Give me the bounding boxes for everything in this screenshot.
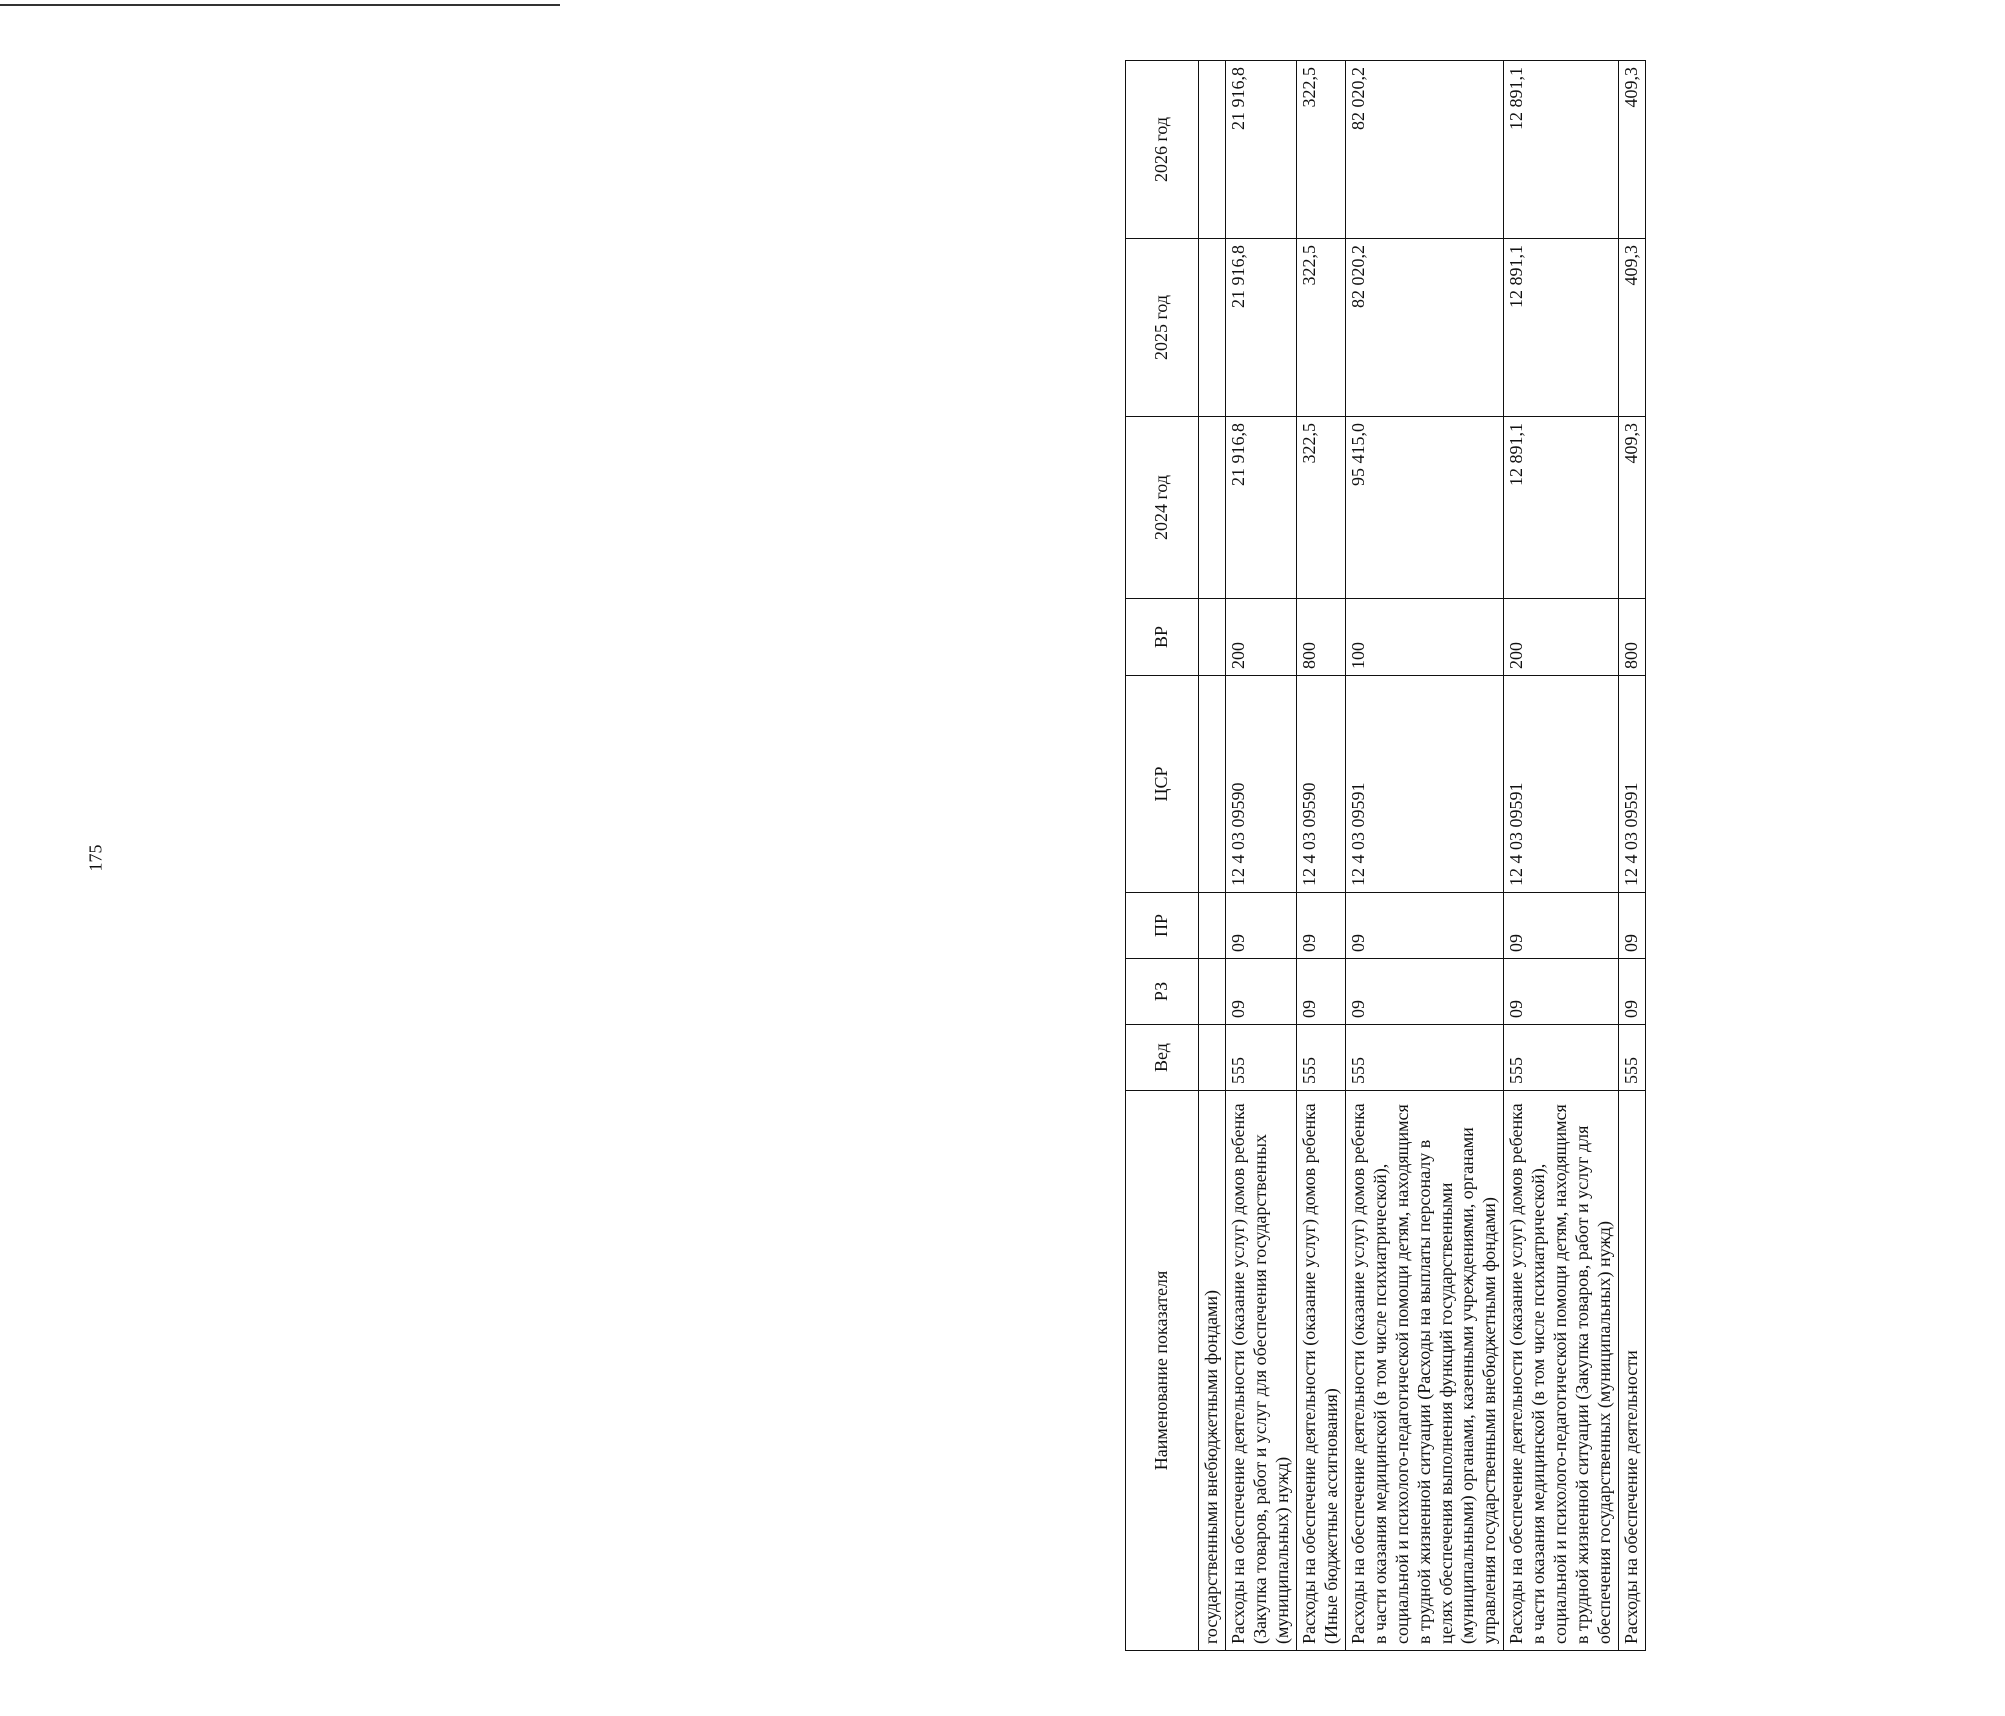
table-row (1619, 61, 1646, 1651)
row-2024: 12 891,1 (1504, 417, 1619, 599)
row-vr: 800 (1296, 599, 1345, 676)
rotated-table-container (1125, 61, 2005, 1651)
row-csr: 12 4 03 09590 (1296, 676, 1345, 893)
row-2024: 322,5 (1296, 417, 1345, 599)
row-2026 (1199, 61, 1226, 239)
table-row (1345, 61, 1504, 1651)
row-2024: 95 415,0 (1345, 417, 1504, 599)
table-row (1504, 61, 1619, 1651)
row-2024: 21 916,8 (1225, 417, 1296, 599)
row-ved (1199, 1025, 1226, 1091)
row-2026: 21 916,8 (1225, 61, 1296, 239)
header-rz: РЗ (1126, 959, 1199, 1025)
row-vr: 100 (1345, 599, 1504, 676)
row-2025: 12 891,1 (1504, 239, 1619, 417)
row-csr: 12 4 03 09590 (1225, 676, 1296, 893)
row-vr: 200 (1225, 599, 1296, 676)
row-csr (1199, 676, 1226, 893)
row-ved: 555 (1345, 1025, 1504, 1091)
row-rz: 09 (1296, 959, 1345, 1025)
row-pr: 09 (1296, 893, 1345, 959)
header-ved: Вед (1126, 1025, 1199, 1091)
row-2026: 82 020,2 (1345, 61, 1504, 239)
row-rz: 09 (1504, 959, 1619, 1025)
budget-table (1125, 60, 1646, 1651)
row-pr: 09 (1619, 893, 1646, 959)
row-vr: 800 (1619, 599, 1646, 676)
row-name: Расходы на обеспечение деятельности (оказание услуг) домов ребенка (Закупка товаров, работ и услуг для обеспечения государственных (муниципальных) нужд) (1225, 1091, 1296, 1651)
table-header-row (1126, 61, 1199, 1651)
row-rz (1199, 959, 1226, 1025)
row-2025: 82 020,2 (1345, 239, 1504, 417)
row-vr: 200 (1504, 599, 1619, 676)
row-rz: 09 (1345, 959, 1504, 1025)
row-vr (1199, 599, 1226, 676)
row-2026: 12 891,1 (1504, 61, 1619, 239)
header-name: Наименование показателя (1126, 1091, 1199, 1651)
row-pr: 09 (1345, 893, 1504, 959)
row-name: Расходы на обеспечение деятельности (оказание услуг) домов ребенка в части оказания медицинской (в том числе психиатрической), социальной и психолого-педагогической помощи детям, находящимся в трудной жизненной ситуации (Закупка товаров, работ и услуг для обеспечения государственных (муниципальных) нужд) (1504, 1091, 1619, 1651)
table-row (1296, 61, 1345, 1651)
row-2025: 21 916,8 (1225, 239, 1296, 417)
scan-edge-line (0, 4, 560, 6)
header-2026: 2026 год (1126, 61, 1199, 239)
row-pr: 09 (1225, 893, 1296, 959)
table-row (1199, 61, 1226, 1651)
row-2025: 409,3 (1619, 239, 1646, 417)
header-csr: ЦСР (1126, 676, 1199, 893)
row-pr (1199, 893, 1226, 959)
row-rz: 09 (1225, 959, 1296, 1025)
row-ved: 555 (1504, 1025, 1619, 1091)
row-name: Расходы на обеспечение деятельности (1619, 1091, 1646, 1651)
row-2025: 322,5 (1296, 239, 1345, 417)
row-csr: 12 4 03 09591 (1504, 676, 1619, 893)
row-csr: 12 4 03 09591 (1345, 676, 1504, 893)
row-name: Расходы на обеспечение деятельности (оказание услуг) домов ребенка в части оказания медицинской (в том числе психиатрической), социальной и психолого-педагогической помощи детям, находящимся в трудной жизненной ситуации (Расходы на выплаты персоналу в целях обеспечения выполнения функций государственными (муниципальными) органами, казенными учреждениями, органами управления государственными внебюджетными фондами) (1345, 1091, 1504, 1651)
row-csr: 12 4 03 09591 (1619, 676, 1646, 893)
row-2026: 322,5 (1296, 61, 1345, 239)
row-ved: 555 (1619, 1025, 1646, 1091)
row-2024: 409,3 (1619, 417, 1646, 599)
page-number: 175 (85, 844, 106, 872)
header-2025: 2025 год (1126, 239, 1199, 417)
row-ved: 555 (1225, 1025, 1296, 1091)
row-name: государственными внебюджетными фондами) (1199, 1091, 1226, 1651)
header-vr: ВР (1126, 599, 1199, 676)
row-2025 (1199, 239, 1226, 417)
header-2024: 2024 год (1126, 417, 1199, 599)
row-rz: 09 (1619, 959, 1646, 1025)
row-2026: 409,3 (1619, 61, 1646, 239)
row-ved: 555 (1296, 1025, 1345, 1091)
row-pr: 09 (1504, 893, 1619, 959)
row-name: Расходы на обеспечение деятельности (оказание услуг) домов ребенка (Иные бюджетные ассигнования) (1296, 1091, 1345, 1651)
row-2024 (1199, 417, 1226, 599)
header-pr: ПР (1126, 893, 1199, 959)
table-row (1225, 61, 1296, 1651)
